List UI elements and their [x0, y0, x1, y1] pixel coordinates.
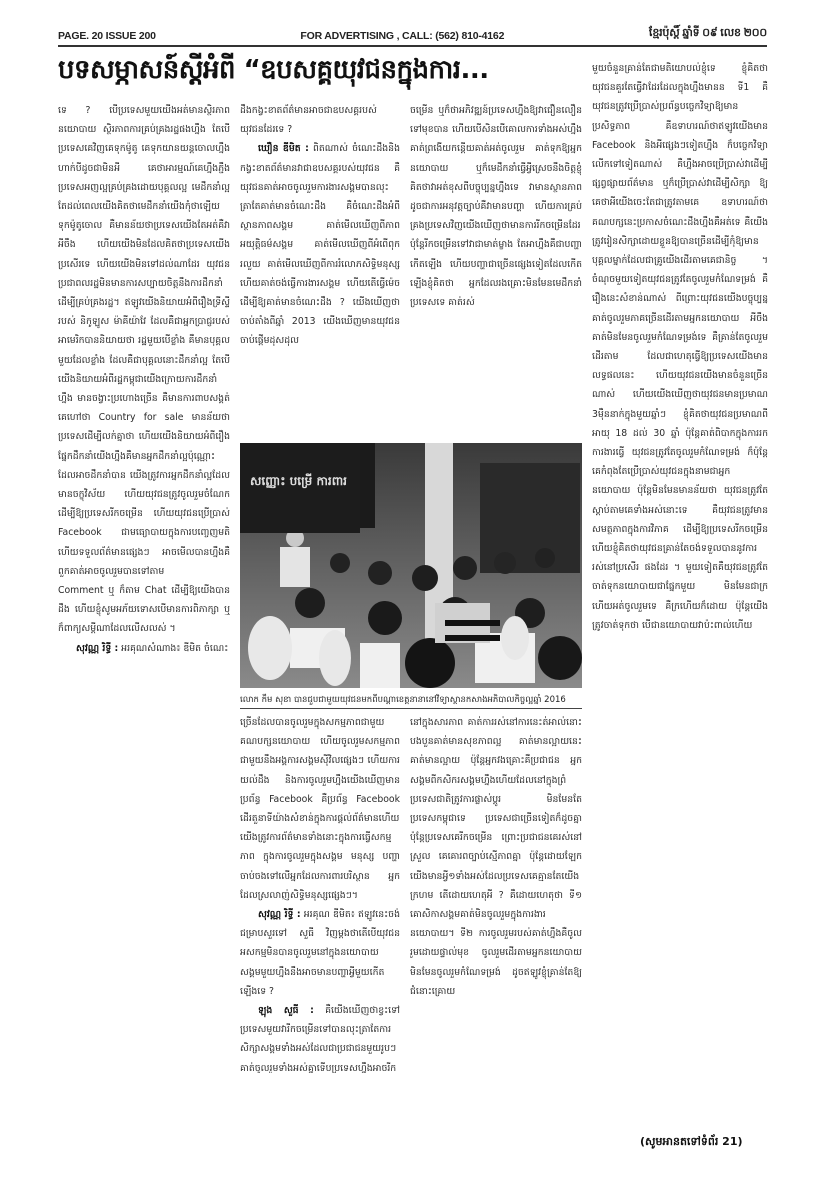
column-4: [592, 59, 768, 1079]
paragraph-text: ដឹងកង្វះខាតព័ត៌មានអាចជាឧបសគ្គរបស់យុវជនដែរទេ ?: [240, 105, 377, 136]
column-3-bottom: [410, 713, 582, 1073]
paragraph-text: ពិតណាស់ ចំណេះដឹងនិងកង្វះខាតព័ត៌មានវាជាឧបសគ្គរបស់យុវជន គឺយុវជនគាត់អាចចូលរួមការងារសង្គមបានលុះត្រាតែគាត់មានចំណេះដឹង គឺចំណេះដឹងអំពីស្ថានភាពសង្គម គាត់មើលឃើញពីភាពអយុត្តិធម៌សង្គម គាត់មើលឃើញពីអំពើពុករលួយ គាត់មើលឃើញពីការរំលោភសិទ្ធិមនុស្ស ហើយគាត់ចង់ធ្វើការងារសង្គម ហើយតើធ្វើម៉េចដើម្បីឱ្យគាត់មានចំណេះដឹង ? យើងឃើញថាចាប់តាំងពីឆ្នាំ 2013 យើងឃើញមានយុវជនចាប់ផ្តើមដុសដុល: [240, 143, 400, 347]
column-1: [58, 101, 230, 1069]
paragraph-text: អរគុណសំណាង៖ ឌីមិត ចំណេះ: [121, 642, 229, 654]
photo-banner: [240, 443, 360, 533]
page-header: [58, 22, 767, 42]
article-paragraph: [410, 713, 582, 1001]
article-paragraph: [240, 713, 400, 905]
article-paragraph: [410, 101, 582, 312]
article-paragraph: [58, 639, 230, 658]
article-paragraph: [58, 581, 230, 639]
column-3-top: [410, 101, 582, 407]
speaker-name: សុវណ្ណ រិទ្ធី :: [76, 642, 119, 654]
header-rule: [58, 45, 767, 47]
article-paragraph: [240, 905, 400, 1001]
paragraph-text: មួយចំនួនគ្រាន់តែជាមតិយោបល់ខ្ញុំទេ ខ្ញុំគិតថាយុវជនគួរតែធ្វើវាដែរដែលក្នុងហ្នឹងមានន ទី1 គឺយុវជនត្រូវប្រើប្រាស់ប្រព័ន្ធបច្ចេកវិទ្យាឱ្យមានប្រសិទ្ធភាព គឺឧទាហរណ៍ថាឥឡូវយើងមាន Facebook និងអីផ្សេងៗទៀតហ្នឹង ក៏បច្ចេកវិទ្យាលើកទៅទៀតណាស់ គឺហ្នឹងអាចប្រើប្រាស់វាដើម្បីផ្សព្វផ្សាយព័ត៌មាន ឬក៏ប្រើប្រាស់វាដើម្បីសិក្សា ឱ្យគេថាអីយើងចេះតែជាត្រូវតាមគេ ឧទាហរណ៍ថា គណបក្សនេះប្រកាសចំណេះដឹងហ្នឹងគឺអត់ទេ គឺយើងត្រូវរៀនសិក្សាដោយខ្លួនឱ្យបានច្រើនដើម្បីកុំឱ្យមានបុគ្គលម្នាក់ដែលជាគ្រូយើងដើរតាមគេជានិច្ច ។ ចំណុចមួយទៀតយុវជនត្រូវតែចូលរួមកំណែទម្រង់ គឺរឿងនេះសំខាន់ណាស់ ពីព្រោះយុវជនយើងបច្ចុប្បន្នគាត់ចូលរួមភាគច្រើនដើរតាមអ្នកនយោបាយ អីចឹងគាត់មិនមែនចូលរួមកំណែទម្រង់ទេ គឺគ្រាន់តែចូលរួមដើរតាម ដែលជាហេតុធ្វើឱ្យប្រទេសយើងមានលទ្ធផលនេះ ហើយយុវជនយើងមានចំនួនច្រើនណាស់ ហើយយើងឃើញថាយុវជនមានប្រមាណ 3ម៉ឺននាក់ក្នុងមួយឆ្នាំៗ ខ្ញុំគិតថាយុវជនប្រមាណពីអាយុ 18 ដល់ 30 ឆ្នាំ ប៉ុន្តែគាត់ពិបាកក្នុងការរកការងារធ្វើ យុវជនត្រូវតែចូលរួមកំណែទម្រង់ ក៏ប៉ុន្តែគេកំពុងតែប្រើប្រាស់យុវជនក្នុងនាមជាអ្នកនយោបាយ ប៉ុន្តែមិនមែនមានន័យថា យុវជនត្រូវតែស្ដាប់តាមគេទាំងអស់នោះទេ គឺយុវជនត្រូវមានសមត្ថភាពក្នុងការវិភាគ ដើម្បីឱ្យប្រទេសរីកចម្រើន ហើយខ្ញុំគិតថាយុវជនគ្រាន់តែចង់ទទួលបាននូវការរស់នៅប្រសើរ ផងដែរ ។ មួយទៀតគឺយុវជនត្រូវតែចាត់ទុកនយោបាយជាផ្នែកមួយ មិនមែនជាក្រហើយអត់ចូលរួមទេ គឺក្រហើយក៏ដោយ ប៉ុន្តែយើងត្រូវចាត់ទុកថា បើជានយោបាយវាប៉ះពាល់ហើយ: [592, 63, 768, 631]
photo-banner-text: សញ្ញោះ បម្រើ ការពារ: [250, 474, 347, 488]
article-paragraph: [240, 1001, 400, 1073]
column-2-bottom: [240, 713, 400, 1073]
paragraph-text: អរគុណ ឌីមិត៖ ឥឡូវនេះចង់ជម្រាបសួរទៅ សួធី វិញម្តងថាតើបើយុវជនអសកម្មមិនបានចូលរួមនៅក្នុងនយោបាយ សង្គមមួយហ្នឹងនឹងអាចមានបញ្ហាអ្វីមួយកើតឡើងទេ ?: [240, 909, 400, 997]
publication-issue: ខ្មែរប៉ុស្តិ៍ ឆ្នាំទី ០៩ លេខ ២០០: [648, 27, 767, 39]
photo-caption: លោក កឹម សុខា បានជួបជាមួយយុវជនមកពីបណ្តាខេត្តនានានៅវិទ្យាស្ថានកសាងអភិបាលកិច្ចល្អ​ឆ្នាំ 2016: [240, 692, 582, 709]
article-paragraph: [240, 101, 400, 139]
paragraph-text: ទេ ? បើប្រទេសមួយយើងអត់មានស្ថិរភាពនយោបាយ ស្ថិរភាពការគ្រប់គ្រងរដ្ឋផងហ្នឹង តែបើប្រទេសគេវិញគេទុកម៉ូតូ គេទុកយានយន្តចោលហ្នឹងហាក់បីដូចជាមិនអី គេថាអារម្មណ៍គេហ្នឹងភ្ជឹង ប្រទេសអញល្អគ្រប់គ្រងដោយបុគ្គលល្អ មេដឹកនាំល្អ តែដល់ពេលយើងគិតថាមេដឹកនាំយើងកុំថាឡើយទុកម៉ូតូចោល គឺមានន័យថាប្រទេសយើងតែអត់គឺវាអីចឹង ហើយយើងមិនដែលគិតថាប្រទេសយើងប្រសើរទេ ហើយយើងមិនទៅដល់ណាដែរ យុវជនប្រជាពលរដ្ឋមិនមានការសប្បាយចិត្តនឹងការដឹកនាំ ដើម្បីគ្រប់គ្រងរដ្ឋ។ ឥឡូវយើងនិយាយអំពីរឿងទ្រីស្ទីរបស់ និកូឡូស ម៉ាគីយ៉ាវែ ដែលគឺជាអ្នកប្រាជ្ញរបស់អាមេរិកបាននិយាយថា រដ្ឋមួយបើខ្លាំង គឺមានបុគ្គលមួយដែលខ្លាំង ដែលគឺជាបុគ្គលនោះដឹកនាំល្អ តែបើយើងនិយាយអំពីរដ្ឋកម្ពុជាយើងក្រោយការដឹកនាំហ្នឹង មានចង្វាះប្រហោងច្រើន គឺមានការពាបសង្គត់គេហៅថា Country for sale មានន័យថា ប្រទេសដើម្បីលក់គ្នាថា ហើយយើងនិយាយអំពីរឿងផ្នែកដឹកនាំយើងហ្នឹងគឺមានអ្នកដឹកនាំល្អប៉ុណ្ណោះ ដែលអាចដឹកនាំបាន យើងត្រូវការអ្នកដឹកនាំល្អដែលមានចក្ខុវិស័យ ហើយយុវជនត្រូវចូលរួមចំណែក ដើម្បីឱ្យប្រទេសរីកចម្រើន ហើយយុវជនប្រើប្រាស់ Facebook ជាមធ្យោបាយក្នុងការបញ្ចេញមតិ ហើយទទួលព័ត៌មានផ្សេងៗ អាចមើលបានហ្នឹងគឺពួកគាត់អាចចូលរួមបានទៅតាម: [58, 105, 230, 577]
column-2-top: [240, 101, 400, 407]
advertising-contact: FOR ADVERTISING , CALL: (562) 810-4162: [300, 30, 505, 42]
article-paragraph: [58, 101, 230, 581]
speaker-name: ឃឿន ឌីមិត :: [258, 143, 309, 155]
article-paragraph: [240, 139, 400, 350]
page-issue-label: PAGE. 20 ISSUE 200: [58, 30, 156, 42]
paragraph-text: គឺយើងឃើញថាខ្វះទៅប្រទេសមួយវារីកចម្រើនទៅបានលុះត្រាតែការសិក្សាសង្គមទាំងអស់ដែលជាប្រជាជនមួយរូបៗគាត់ចូលរួមទាំងអស់គ្នាទើបប្រទេសហ្នឹងអាចរីក: [240, 1005, 400, 1073]
speaker-name: ឡុង សួធី :: [258, 1005, 314, 1017]
paragraph-text: នៅក្នុងសារភាព គាត់ការរស់នៅការនេះត់អាល់នោះ បងបួនគាត់មានសុខភាពល្អ គាត់មានល្អាយនេះ គាត់មានល្អាយ ប៉ុន្តែអ្នកវងគ្រោះគឺប្រជាជន អ្នកសង្គមពីកសិករសង្គមហ្នឹងហើយដែលនៅក្នុងព្រំប្រទេសជាតិត្រូវការផ្លាស់ប្តូរ មិនមែនតែប្រទេសកម្ពុជាទេ ប្រទេសជាច្រើនទៀតក៏ដូចគ្នា ប៉ុន្តែប្រទេសគេរីកចម្រើន ព្រោះប្រជាជនគេរស់នៅស្រួល គេគោរពច្បាប់ស្មើភាពគ្នា ប៉ុន្តែដោយឡែកយើងមានអ្វី១ទាំងអស់ដែលប្រទេសគេគ្មានតែយើងក្រហម តើដោយហេតុអី ? គឺដោយហេតុថា ទី១ គោសិកាសង្គមគាត់មិនចូលរួមក្នុងការងារនយោបាយ។ ទី២ ការចូលរួមរបស់គាត់ហ្នឹងគឺចូលរួមដោយផ្ទាល់មុខ ចូលរួមដើរតាមអ្នកនយោបាយ មិនមែនចូលរួមកំណែទម្រង់ ដូចឥឡូវខ្ញុំគ្រាន់តែឱ្យជំនោះគ្រោយ: [410, 717, 582, 997]
article-paragraph: [592, 59, 768, 635]
paragraph-text: ចម្រើន ឬក៏ថាអភិវឌ្ឍន៍ប្រទេសហ្នឹងឱ្យវាជឿនលឿនទៅមុខបាន ហើយបើសិនបើគោលការទាំងអស់ហ្នឹងគាត់ព្រងើយកន្តើយគាត់អត់ចូលរួម គាត់ទុកឱ្យអ្នកនយោបាយ ឬក៏មេដឹកនាំធ្វើអ្វីស្រេចនឹងចិត្តខ្ញុំគិតថាវាអត់ខុសពីបច្ចុប្បន្នហ្នឹងទេ វាមានស្ថានភាពដូចជាការអនុវត្តច្បាប់គឺវាមានបញ្ហា ហើយការគ្រប់គ្រងប្រទេសវិញយើងឃើញថាមានការរីកចម្រើនដែរ ប៉ុន្តែរីកចម្រើនទៅវាជាមាត់ម្ខាង តែអាហ្នឹងគឺជាបញ្ហាកើតឡើង ហើយបញ្ហាជាច្រើនផ្សេងទៀតដែលកើតឡើងខ្ញុំគិតថា អ្នកដែលរងគ្រោះមិនមែនមេដឹកនាំប្រទេសទេ គាត់រស់: [410, 105, 582, 309]
continued-on-page: (សូមអានតទៅទំព័រ 21): [640, 1135, 743, 1148]
article-photo: [240, 443, 582, 688]
speaker-name: សុវណ្ណ រិទ្ធី :: [258, 909, 301, 921]
paragraph-text: Comment ឬ ក៏តាម Chat ដើម្បីឱ្យយើងបានដឹង ហើយខ្ញុំសូមអភ័យទោសបើមានការពិភាក្សា ឬក៏ពាក្យសម្ដីណាដែលលើសលស់ ។: [58, 585, 230, 635]
paragraph-text: ច្រើនដែលបានចូលរួមក្នុងសកម្មភាពជាមួយគណបក្សនយោបាយ ហើយចូលរួមសកម្មភាពជាមួយនឹងអង្គការសង្គមស៊ីវិលផ្សេងៗ ហើយការយល់ដឹង និងការចូលរួមហ្នឹងយើងឃើញមានប្រព័ន្ធ Facebook គឺប្រព័ន្ធ Facebook ដើរតួនាទីយ៉ាងសំខាន់ក្នុងការផ្តល់ព័ត៌មានហើយយើងត្រូវការព័ត៌មានទាំងនោះក្នុងការធ្វើសកម្មភាព ក្នុងការចូលរួមក្នុងសង្គម មនុស្ស បញ្ហាចាប់ចងទៅលើអ្នកដែលការពារបរិស្ថាន អ្នកដែលស្រលាញ់សិទ្ធិមនុស្សផ្សេងៗ។: [240, 717, 400, 901]
article-headline: បទសម្ភាសន៍ស្តីអំពី “ឧបសគ្គយុវជនក្នុងការ...: [58, 55, 489, 85]
